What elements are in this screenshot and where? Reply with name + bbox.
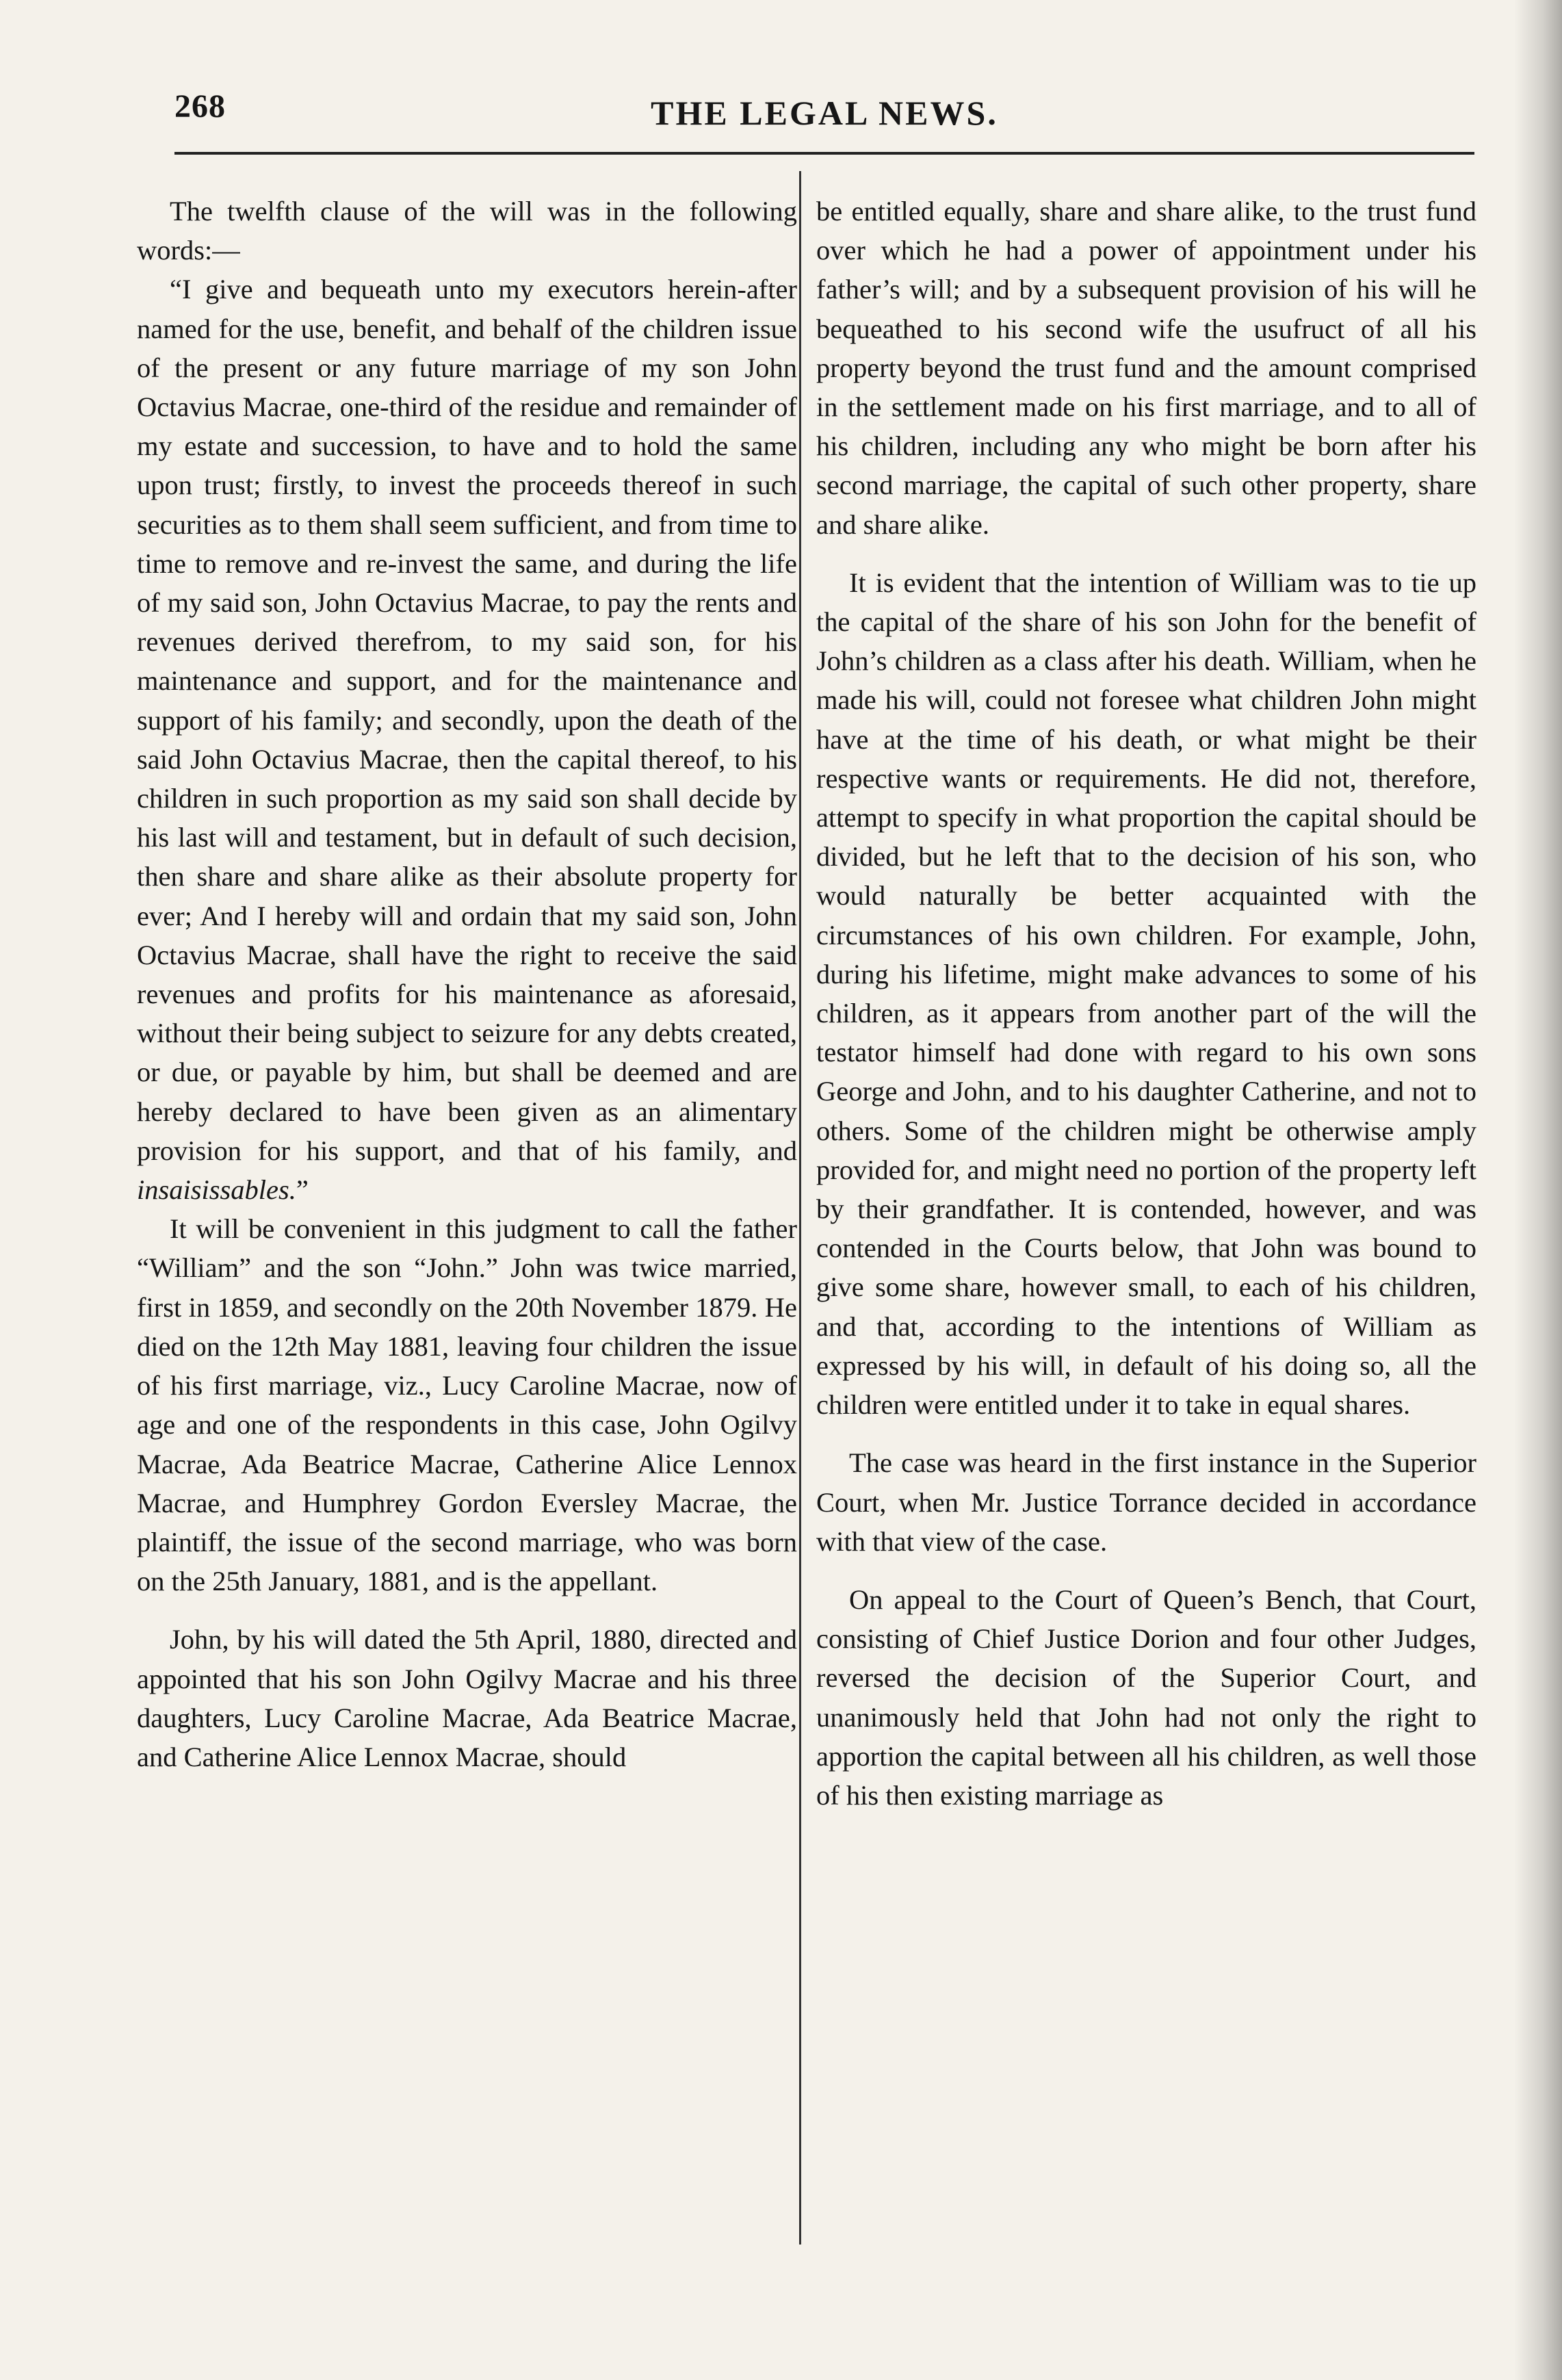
page-number: 268 xyxy=(174,88,226,125)
right-paragraph-intention: It is evident that the intention of William was to tie up the capital of the share of his son John for the benefit of John’s children as a class after his death. William, when he made his will, could not foresee what children John might have at the time of his death, or what might be their respective wants or requirements. He did not, therefore, attempt to specify in what proportion the capital should be divided, but he left that to the decision of his son, who would naturally be better acquainted with the circumstances of his own children. For example, John, during his lifetime, might make advances to some of his children, as it appears from another part of the will the testator himself had done with regard to his own sons George and John, and to his daughter Catherine, and not to others. Some of the children might be otherwise amply provided for, and might need no portion of the property left by their grandfather. It is contended, however, and was contended in the Courts below, that John was bound to give some share, however small, to each of his children, and that, according to the intentions of William as expressed by his will, in default of his doing so, all the children were entitled under it to take in equal shares. xyxy=(816,567,1476,1421)
right-paragraph-superior-court: The case was heard in the first instance in the Superior Court, when Mr. Justice Torrance decided in accordance with that view of the case. xyxy=(816,1447,1476,1557)
column-divider xyxy=(799,171,801,2245)
will-clause-close-quote: ” xyxy=(296,1174,309,1206)
will-clause-text: “I give and bequeath unto my executors herein-after named for the use, benefit, and behalf of the children issue of the present or any future marriage of my son John Octavius Macrae, one-third of the residue and remainder of my estate and succession, to have and to hold the same upon trust; firstly, to invest the proceeds thereof in such securities as to them shall seem sufficient, and from time to time to remove and re-invest the same, and during the life of my said son, John Octavius Macrae, to pay the rents and revenues derived therefrom, to my said son, for his maintenance and support, and for the maintenance and support of his family; and secondly, upon the death of the said John Octavius Macrae, then the capital thereof, to his children in such proportion as my said son shall decide by his last will and testament, but in default of such decision, then share and share alike as their absolute property for ever; And I hereby will and ordain that my said son, John Octavius Macrae, shall have the right to receive the said revenues and profits for his maintenance as aforesaid, without their being subject to seizure for any debts created, or due, or payable by him, but shall be deemed and are hereby declared to have been given as an alimentary provision for his support, and that of his family, and xyxy=(137,274,797,1166)
left-paragraph-will-clause xyxy=(137,270,797,1209)
right-column xyxy=(816,192,1476,1815)
right-paragraph-appeal: On appeal to the Court of Queen’s Bench, that Court, consisting of Chief Justice Dorion and four other Judges, reversed the decision of the Superior Court, and unanimously held that John had not only the right to apportion the capital between all his children, as well those of his then existing marriage as xyxy=(816,1583,1476,1811)
header-rule xyxy=(174,152,1474,155)
page-edge-shadow xyxy=(1514,0,1562,2380)
left-paragraph-intro: The twelfth clause of the will was in the following words:— xyxy=(137,196,797,266)
left-paragraph-johns-will: John, by his will dated the 5th April, 1880, directed and appointed that his son John Ogilvy Macrae and his three daughters, Lucy Caroline Macrae, Ada Beatrice Macrae, and Catherine Alice Lennox Macrae, should xyxy=(137,1624,797,1772)
right-paragraph-continuation: be entitled equally, share and share alike, to the trust fund over which he had a power of appointment under his father’s will; and by a subsequent provision of his will he bequeathed to his second wife the usufruct of all his property beyond the trust fund and the amount comprised in the settlement made on his first marriage, and to all of his children, including any who might be born after his second marriage, the capital of such other property, share and share alike. xyxy=(816,196,1476,540)
left-column xyxy=(137,192,797,1776)
page-header xyxy=(174,88,1474,149)
will-clause-italic: insaisissables. xyxy=(137,1174,296,1206)
left-paragraph-family: It will be convenient in this judgment to call the father “William” and the son “John.” John was twice married, first in 1859, and secondly on the 20th November 1879. He died on the 12th May 1881, leaving four children the issue of his first marriage, viz., Lucy Caroline Macrae, now of age and one of the respondents in this case, John Ogilvy Macrae, Ada Beatrice Macrae, Catherine Alice Lennox Macrae, and Humphrey Gordon Eversley Macrae, the plaintiff, the issue of the second marriage, who was born on the 25th January, 1881, and is the appellant. xyxy=(137,1213,797,1597)
running-title: THE LEGAL NEWS. xyxy=(651,94,998,132)
